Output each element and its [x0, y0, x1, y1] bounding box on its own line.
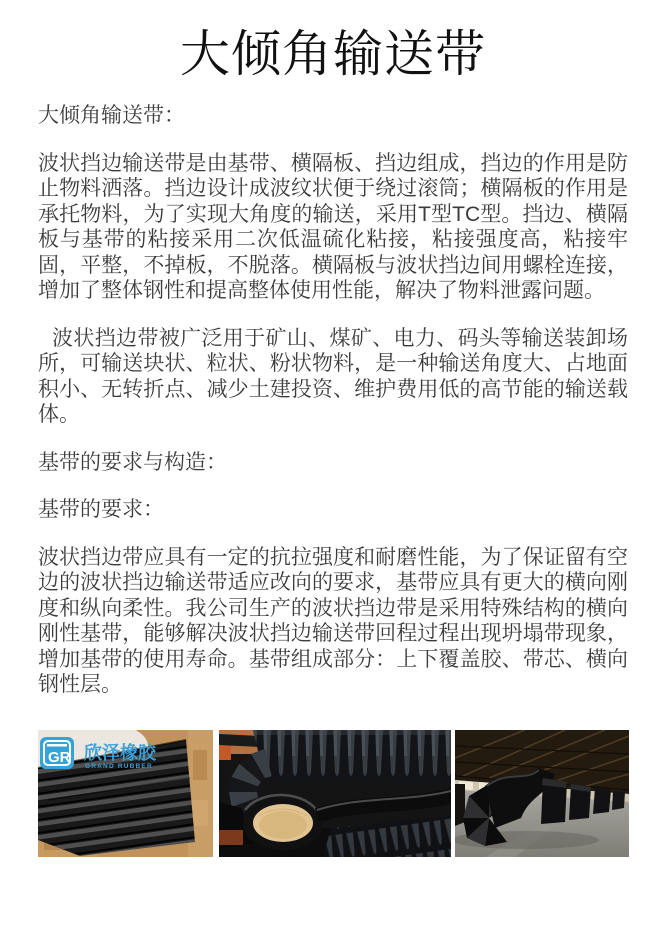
product-photo-sidewall-strips — [38, 730, 213, 857]
product-photo-belt-loop — [219, 730, 451, 857]
paragraph-baseband-requirements-heading: 基带的要求： — [38, 498, 164, 521]
paragraph-baseband-heading: 基带的要求与构造： — [38, 450, 227, 474]
logo-gr-icon: GR — [48, 748, 71, 766]
brand-name-cn: 欣泽橡胶 — [84, 742, 156, 763]
paragraph-intro-label: 大倾角输送带： — [38, 104, 185, 127]
document-body — [38, 103, 628, 698]
brand-name-en: GRAND RUBBER — [85, 762, 153, 770]
product-photo-warehouse — [455, 730, 629, 857]
paragraph-baseband-details: 波状挡边带应具有一定的抗拉强度和耐磨性能，为了保证留有空边的波状挡边输送带适应改向的要求，基带应具有更大的横向刚度和纵向柔性。我公司生产的波状挡边带是采用特殊结构的横向刚性基带，能够解决波状挡边输送带回程过程出现坍塌带现象，增加基带的使用寿命。基带组成部分：上下覆盖胶、带芯、横向钢性层。 — [38, 545, 628, 696]
page-title: 大倾角输送带 — [180, 26, 486, 82]
paragraph-applications: 波状挡边带被广泛用于矿山、煤矿、电力、码头等输送装卸场所，可输送块状、粒状、粉状物料，是一种输送角度大、占地面积小、无转折点、减少土建投资、维护费用低的高节能的输送载体。 — [38, 326, 628, 426]
paragraph-composition: 波状挡边输送带是由基带、横隔板、挡边组成，挡边的作用是防止物料洒落。挡边设计成波纹状便于绕过滚筒；横隔板的作用是承托物料，为了实现大角度的输送，采用T型TC型。挡边、横隔板与基带的粘接采用二次低温硫化粘接，粘接强度高，粘接牢固，平整，不掉板，不脱落。横隔板与波状挡边间用螺栓连接，增加了整体钢性和提高整体使用性能，解决了物料泄露问题。 — [38, 151, 628, 302]
product-photo-strip — [38, 730, 628, 857]
